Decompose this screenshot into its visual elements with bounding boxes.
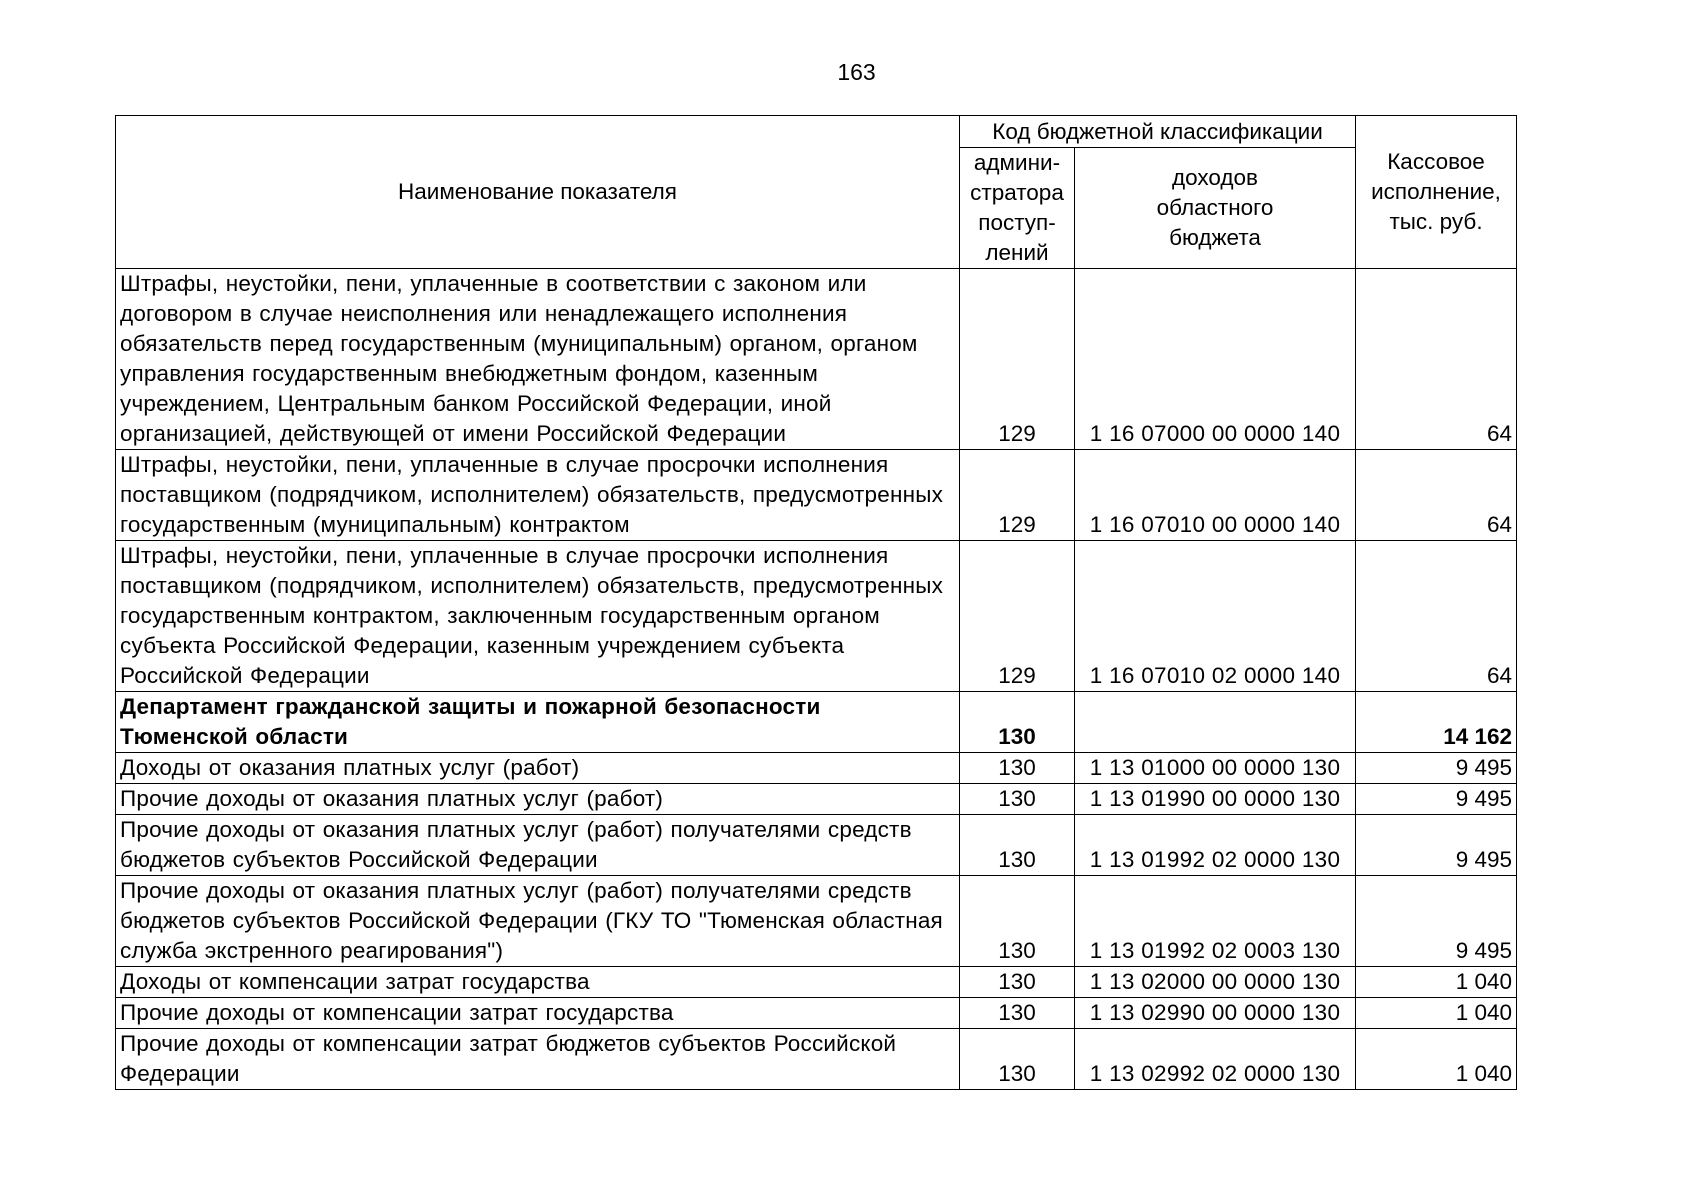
row-name-cell: Департамент гражданской защиты и пожарной безопасности Тюменской области (116, 692, 960, 753)
table-header (116, 116, 1517, 269)
table-body (116, 269, 1517, 1090)
row-sum-cell: 1 040 (1356, 1029, 1517, 1090)
row-name-cell: Штрафы, неустойки, пени, уплаченные в соответствии с законом или договором в случае неисполнения или ненадлежащего исполнения обязательств перед государственным (муниципальным) органом, органом управления государственным внебюджетным фондом, казенным учреждением, Центральным банком Российской Федерации, иной организацией, действующей от имени Российской Федерации (116, 269, 960, 450)
row-income-code-cell: 1 13 01992 02 0003 130 (1075, 876, 1356, 967)
table-row (116, 1029, 1517, 1090)
table-row (116, 269, 1517, 450)
row-admin-code-cell: 130 (960, 1029, 1075, 1090)
row-admin-code-cell: 130 (960, 998, 1075, 1029)
budget-revenue-table (115, 115, 1517, 1090)
table-row (116, 784, 1517, 815)
row-income-code-cell: 1 13 01000 00 0000 130 (1075, 753, 1356, 784)
row-admin-code-cell: 129 (960, 450, 1075, 541)
row-income-code-cell: 1 13 01992 02 0000 130 (1075, 815, 1356, 876)
row-sum-cell: 1 040 (1356, 998, 1517, 1029)
row-sum-cell: 9 495 (1356, 753, 1517, 784)
table-row (116, 876, 1517, 967)
row-sum-cell: 9 495 (1356, 876, 1517, 967)
row-name-cell: Прочие доходы от оказания платных услуг (работ) (116, 784, 960, 815)
row-sum-cell: 9 495 (1356, 815, 1517, 876)
header-sum-column: Кассовое исполнение, тыс. руб. (1356, 116, 1517, 269)
row-sum-cell: 9 495 (1356, 784, 1517, 815)
row-income-code-cell: 1 13 01990 00 0000 130 (1075, 784, 1356, 815)
row-admin-code-cell: 129 (960, 541, 1075, 692)
row-income-code-cell: 1 16 07000 00 0000 140 (1075, 269, 1356, 450)
header-income-column: доходов областного бюджета (1075, 148, 1356, 269)
row-income-code-cell: 1 13 02000 00 0000 130 (1075, 967, 1356, 998)
row-income-code-cell: 1 16 07010 02 0000 140 (1075, 541, 1356, 692)
table-row (116, 692, 1517, 753)
row-admin-code-cell: 130 (960, 967, 1075, 998)
table-row (116, 967, 1517, 998)
table-row (116, 753, 1517, 784)
header-admin-column: админи-стратора поступ-лений (960, 148, 1075, 269)
row-sum-cell: 64 (1356, 450, 1517, 541)
table-row (116, 998, 1517, 1029)
row-sum-cell: 1 040 (1356, 967, 1517, 998)
row-name-cell: Прочие доходы от компенсации затрат государства (116, 998, 960, 1029)
row-name-cell: Доходы от оказания платных услуг (работ) (116, 753, 960, 784)
page-number: 163 (837, 59, 876, 85)
table-row (116, 815, 1517, 876)
row-admin-code-cell: 129 (960, 269, 1075, 450)
row-admin-code-cell: 130 (960, 876, 1075, 967)
row-name-cell: Штрафы, неустойки, пени, уплаченные в случае просрочки исполнения поставщиком (подрядчиком, исполнителем) обязательств, предусмотренных государственным (муниципальным) контрактом (116, 450, 960, 541)
row-income-code-cell (1075, 692, 1356, 753)
row-sum-cell: 64 (1356, 541, 1517, 692)
header-name-column: Наименование показателя (116, 116, 960, 269)
row-name-cell: Штрафы, неустойки, пени, уплаченные в случае просрочки исполнения поставщиком (подрядчиком, исполнителем) обязательств, предусмотренных государственным контрактом, заключенным государственным органом субъекта Российской Федерации, казенным учреждением субъекта Российской Федерации (116, 541, 960, 692)
row-name-cell: Прочие доходы от оказания платных услуг (работ) получателями средств бюджетов субъектов Российской Федерации (ГКУ ТО "Тюменская областная служба экстренного реагирования") (116, 876, 960, 967)
row-name-cell: Прочие доходы от оказания платных услуг (работ) получателями средств бюджетов субъектов Российской Федерации (116, 815, 960, 876)
row-income-code-cell: 1 13 02992 02 0000 130 (1075, 1029, 1356, 1090)
header-kbk-group: Код бюджетной классификации (960, 116, 1356, 148)
row-name-cell: Доходы от компенсации затрат государства (116, 967, 960, 998)
row-admin-code-cell: 130 (960, 815, 1075, 876)
row-income-code-cell: 1 13 02990 00 0000 130 (1075, 998, 1356, 1029)
row-admin-code-cell: 130 (960, 784, 1075, 815)
row-sum-cell: 64 (1356, 269, 1517, 450)
row-income-code-cell: 1 16 07010 00 0000 140 (1075, 450, 1356, 541)
row-admin-code-cell: 130 (960, 753, 1075, 784)
row-sum-cell: 14 162 (1356, 692, 1517, 753)
table-row (116, 450, 1517, 541)
table-row (116, 541, 1517, 692)
row-name-cell: Прочие доходы от компенсации затрат бюджетов субъектов Российской Федерации (116, 1029, 960, 1090)
row-admin-code-cell: 130 (960, 692, 1075, 753)
